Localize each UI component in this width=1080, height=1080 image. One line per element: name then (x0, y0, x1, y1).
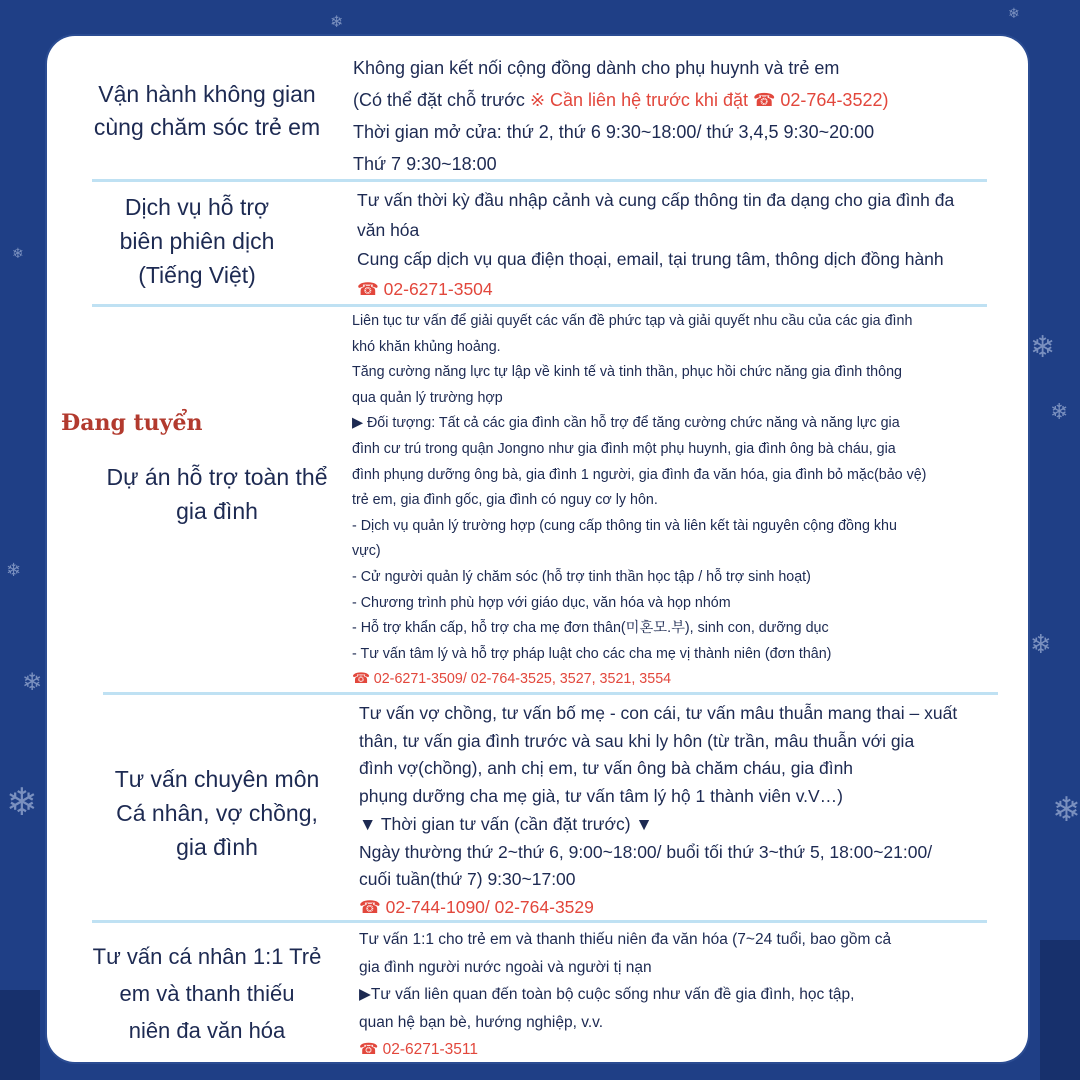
description-line: đình phụng dưỡng ông bà, gia đình 1 người, gia đình đa văn hóa, gia đình bỏ mặc(bảo vệ) (352, 466, 927, 483)
building-silhouette (0, 990, 40, 1080)
service-title-line: em và thanh thiếu (119, 981, 295, 1006)
description-line: Thứ 7 9:30~18:00 (353, 154, 497, 174)
snowflake-icon: ❄ (1050, 400, 1069, 425)
description-line (353, 84, 888, 116)
description-line: thân, tư vấn gia đình trước và sau khi ly hôn (từ trần, mâu thuẫn với gia (359, 730, 915, 751)
service-title-line: (Tiếng Việt) (138, 262, 256, 288)
row-divider (92, 920, 987, 923)
service-description (352, 309, 926, 693)
description-line: khó khăn khủng hoảng. (352, 338, 501, 355)
description-line: đình cư trú trong quận Jongno như gia đình một phụ huynh, gia đình ông bà cháu, gia (352, 440, 896, 457)
snowflake-icon: ❄ (6, 560, 22, 581)
service-title-line: Tư vấn cá nhân 1:1 Trẻ (92, 944, 322, 969)
description-line: Liên tục tư vấn để giải quyết các vấn đề phức tạp và giải quyết nhu cầu của các gia đình (352, 313, 913, 329)
description-line: ▼ Thời gian tư vấn (cần đặt trước) ▼ (359, 813, 653, 834)
service-title-line: gia đình (176, 498, 258, 524)
service-title (47, 938, 367, 1049)
phone-number[interactable]: ☎ 02-6271-3509/ 02-764-3525, 3527, 3521, 3554 (352, 671, 672, 688)
service-title-line: Dự án hỗ trợ toàn thể (106, 464, 328, 490)
description-line: ▶Tư vấn liên quan đến toàn bộ cuộc sống như vấn đề gia đình, học tập, (359, 986, 855, 1003)
row-divider (103, 692, 998, 695)
service-title-line: Cá nhân, vợ chồng, (116, 800, 318, 826)
description-text: (Có thể đặt chỗ trước (353, 90, 530, 110)
description-line: - Tư vấn tâm lý và hỗ trợ pháp luật cho các cha mẹ vị thành niên (đơn thân) (352, 645, 832, 662)
service-description (353, 52, 888, 180)
service-info-card (47, 36, 1028, 1062)
phone-number[interactable]: ☎ 02-6271-3504 (357, 278, 493, 299)
description-line: Tăng cường năng lực tự lập về kinh tế và tinh thần, phục hồi chức năng gia đình thông (352, 364, 902, 381)
building-silhouette (1040, 940, 1080, 1080)
snowflake-icon: ❄ (1030, 630, 1052, 660)
reservation-note: ※ Cần liên hệ trước khi đặt ☎ 02-764-3522) (529, 90, 889, 110)
description-line: Tư vấn 1:1 cho trẻ em và thanh thiếu niên đa văn hóa (7~24 tuổi, bao gồm cả (359, 931, 892, 948)
service-row-childcare-space (47, 36, 1028, 176)
snowflake-icon: ❄ (1008, 6, 1020, 22)
description-line: ▶ Đối tượng: Tất cả các gia đình cần hỗ trợ để tăng cường chức năng và năng lực gia (352, 415, 900, 432)
phone-number[interactable]: ☎ 02-744-1090/ 02-764-3529 (359, 896, 594, 917)
service-title-line: Vận hành không gian (98, 81, 316, 107)
description-line: quan hệ bạn bè, hướng nghiệp, v.v. (359, 1013, 604, 1031)
service-title (47, 762, 387, 864)
service-title-line: biên phiên dịch (119, 228, 275, 254)
snowflake-icon: ❄ (12, 246, 24, 262)
description-line: - Dịch vụ quản lý trường hợp (cung cấp thông tin và liên kết tài nguyên cộng đồng khu (352, 517, 897, 534)
description-line: - Hỗ trợ khẩn cấp, hỗ trợ cha mẹ đơn thân(미혼모.부), sinh con, dưỡng dục (352, 620, 829, 637)
snowflake-icon: ❄ (22, 668, 43, 696)
service-title (47, 78, 367, 144)
description-line: phụng dưỡng cha mẹ già, tư vấn tâm lý hộ 1 thành viên v.V…) (359, 786, 844, 807)
description-line: Tư vấn thời kỳ đầu nhập cảnh và cung cấp thông tin đa dạng cho gia đình đa (357, 190, 955, 210)
phone-number[interactable]: ☎ 02-6271-3511 (359, 1041, 478, 1058)
service-description (359, 926, 891, 1062)
description-line: văn hóa (357, 219, 420, 240)
service-description (357, 186, 954, 304)
service-title-line: cùng chăm sóc trẻ em (93, 114, 321, 140)
description-line: Thời gian mở cửa: thứ 2, thứ 6 9:30~18:00/ thứ 3,4,5 9:30~20:00 (353, 122, 875, 142)
description-line: Ngày thường thứ 2~thứ 6, 9:00~18:00/ buổi tối thứ 3~thứ 5, 18:00~21:00/ (359, 841, 933, 862)
snowflake-icon: ❄ (6, 780, 38, 824)
description-line: cuối tuần(thứ 7) 9:30~17:00 (359, 869, 576, 890)
service-title-line: Tư vấn chuyên môn (114, 766, 320, 792)
description-line: - Chương trình phù hợp với giáo dục, văn hóa và họp nhóm (352, 594, 731, 611)
description-line: đình vợ(chồng), anh chị em, tư vấn ông bà chăm cháu, gia đình (359, 758, 854, 779)
description-line: Tư vấn vợ chồng, tư vấn bố mẹ - con cái, tư vấn mâu thuẫn mang thai – xuất (359, 703, 958, 723)
snowflake-icon: ❄ (1052, 790, 1080, 830)
description-line: - Cử người quản lý chăm sóc (hỗ trợ tinh thần học tập / hỗ trợ sinh hoạt) (352, 568, 811, 585)
snowflake-icon: ❄ (330, 12, 344, 31)
description-line: trẻ em, gia đình gốc, gia đình có nguy cơ ly hôn. (352, 492, 658, 509)
snowflake-icon: ❄ (1030, 330, 1056, 365)
service-title-line: Dịch vụ hỗ trợ (124, 194, 270, 220)
description-line: qua quản lý trường hợp (352, 389, 503, 406)
service-title-line: gia đình (176, 834, 258, 860)
row-divider (92, 304, 987, 307)
service-title-line: niên đa văn hóa (128, 1018, 286, 1043)
service-description (359, 700, 957, 922)
service-title (47, 190, 347, 292)
description-line: gia đình người nước ngoài và người tị nạn (359, 958, 652, 976)
description-line: vực) (352, 543, 381, 560)
recruiting-badge: Đang tuyển (61, 410, 203, 436)
description-line: Cung cấp dịch vụ qua điện thoại, email, tại trung tâm, thông dịch đồng hành (357, 249, 944, 269)
service-title (47, 460, 387, 528)
description-line: Không gian kết nối cộng đồng dành cho phụ huynh và trẻ em (353, 58, 840, 78)
service-row-interpretation (47, 182, 1028, 304)
